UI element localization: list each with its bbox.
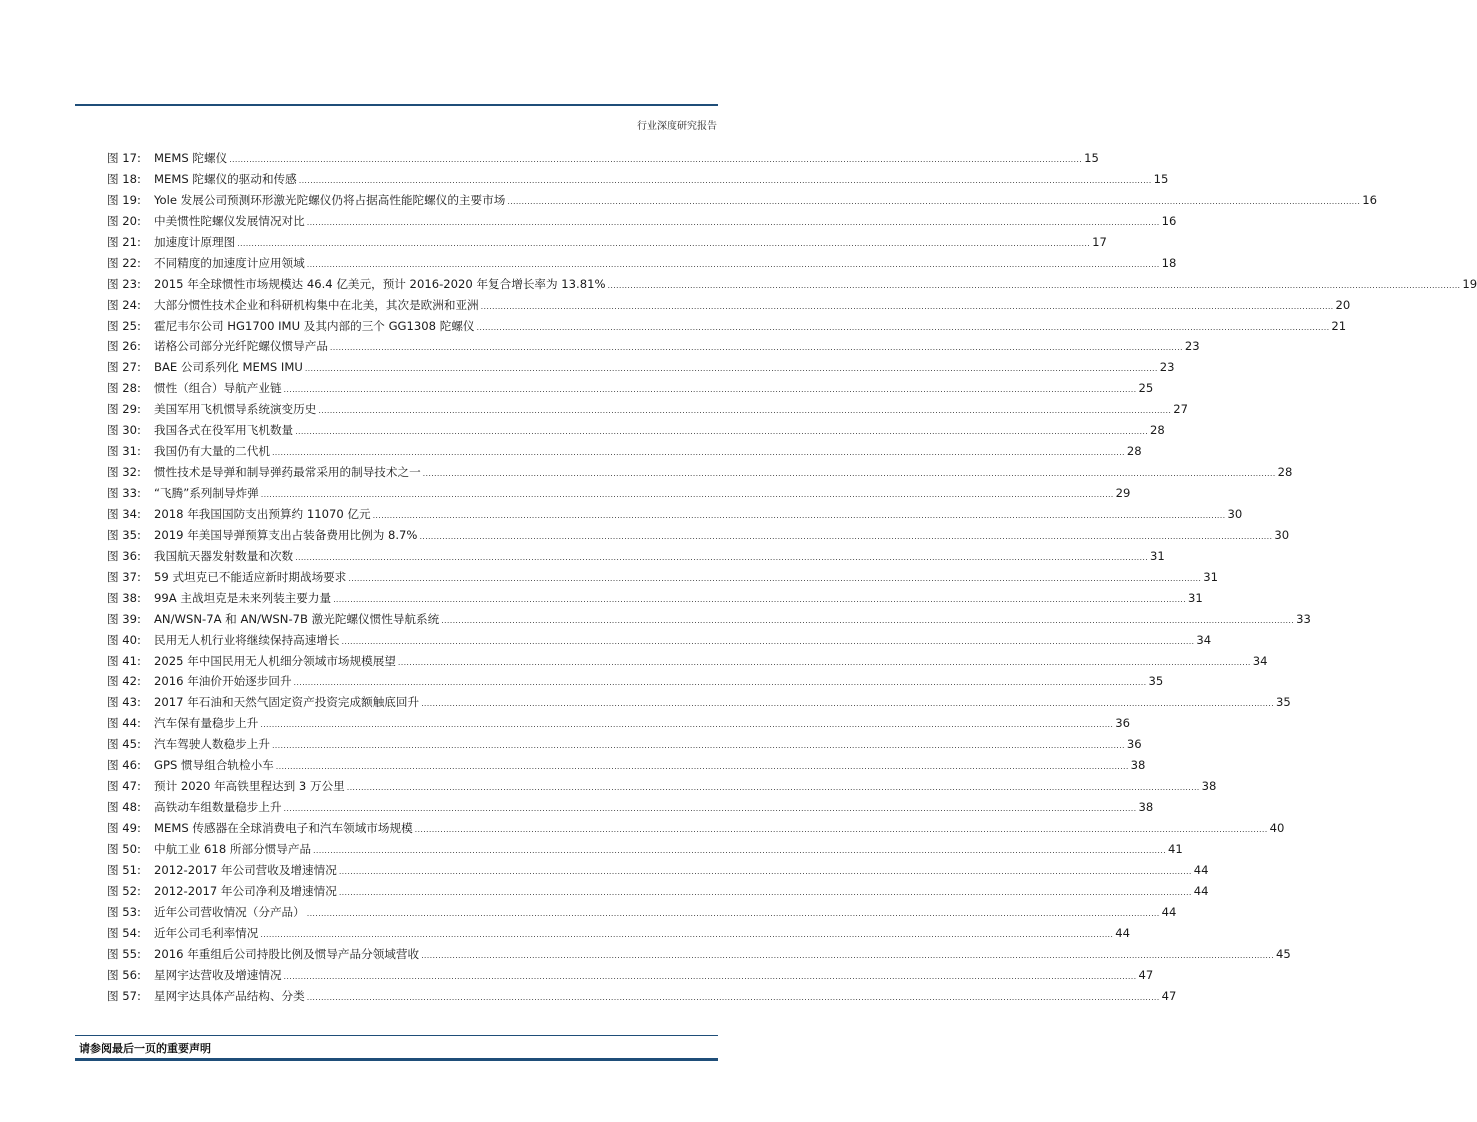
- toc-entry[interactable]: [107, 986, 1177, 1007]
- figure-number: 图 38:: [107, 590, 141, 605]
- page-number: 34: [1252, 653, 1268, 668]
- page-number: 44: [1115, 925, 1131, 940]
- dot-leader: [276, 757, 1129, 778]
- figure-number: 图 49:: [107, 821, 141, 835]
- toc-entry[interactable]: [107, 525, 1290, 546]
- figure-toc-list: [107, 148, 1477, 1006]
- dot-leader: [307, 255, 1160, 276]
- figure-number: 图 22:: [107, 255, 141, 270]
- page-number: 16: [1161, 213, 1177, 228]
- dot-leader: [339, 862, 1192, 883]
- toc-entry[interactable]: [107, 944, 1291, 965]
- figure-number: 图 29:: [107, 402, 141, 417]
- page-number: 19: [1462, 276, 1477, 291]
- toc-entry[interactable]: [107, 965, 1154, 986]
- figure-title: 中美惯性陀螺仪发展情况对比: [154, 213, 305, 228]
- figure-number: 图 55:: [107, 946, 141, 961]
- dot-leader: [373, 506, 1226, 527]
- figure-title: 我国各式在役军用飞机数量: [154, 423, 294, 438]
- toc-entry[interactable]: [107, 357, 1175, 378]
- figure-title: 惯性（组合）导航产业链: [154, 381, 282, 396]
- figure-number: 图 28:: [107, 381, 141, 396]
- toc-entry[interactable]: [107, 546, 1165, 567]
- figure-number: 图 26:: [107, 339, 141, 354]
- page-number: 17: [1092, 234, 1107, 249]
- figure-number: 图 32:: [107, 465, 141, 480]
- page-number: 35: [1275, 695, 1291, 710]
- toc-entry[interactable]: [107, 567, 1219, 588]
- page-number: 38: [1138, 800, 1154, 815]
- report-type-label: 行业深度研究报告: [637, 121, 717, 132]
- figure-title: 星网宇达营收及增速情况: [154, 967, 282, 982]
- toc-entry[interactable]: [107, 504, 1243, 525]
- toc-entry[interactable]: [107, 671, 1164, 692]
- toc-entry[interactable]: [107, 651, 1268, 672]
- figure-title: 惯性技术是导弹和制导弹药最常采用的制导技术之一: [154, 465, 421, 480]
- figure-title: 2016 年重组后公司持股比例及惯导产品分领域营收: [154, 946, 420, 961]
- toc-entry[interactable]: [107, 881, 1209, 902]
- toc-entry[interactable]: [107, 818, 1285, 839]
- page-number: 18: [1161, 255, 1177, 270]
- figure-number: 图 33:: [107, 486, 141, 500]
- dot-leader: [294, 673, 1147, 694]
- dot-leader: [441, 611, 1294, 632]
- dot-leader: [284, 967, 1137, 988]
- figure-title: BAE 公司系列化 MEMS IMU: [154, 360, 303, 375]
- page-number: 27: [1173, 402, 1188, 417]
- page-number: 41: [1167, 841, 1183, 856]
- dot-leader: [477, 318, 1330, 339]
- toc-entry[interactable]: [107, 253, 1177, 274]
- figure-title: 2019 年美国导弹预算支出占装备费用比例为 8.7%: [154, 527, 418, 542]
- toc-entry[interactable]: [107, 776, 1217, 797]
- toc-entry[interactable]: [107, 378, 1154, 399]
- page-number: 28: [1150, 423, 1165, 438]
- page-number: 21: [1331, 318, 1347, 333]
- dot-leader: [307, 213, 1160, 234]
- figure-number: 图 21:: [107, 234, 141, 249]
- figure-title: 2016 年油价开始逐步回升: [154, 674, 292, 689]
- dot-leader: [333, 590, 1186, 611]
- figure-title: 预计 2020 年高铁里程达到 3 万公里: [154, 779, 345, 794]
- figure-number: 图 43:: [107, 695, 141, 710]
- figure-number: 图 44:: [107, 716, 141, 731]
- figure-number: 图 37:: [107, 569, 141, 584]
- toc-entry[interactable]: [107, 399, 1188, 420]
- page-number: 20: [1335, 297, 1351, 312]
- dot-leader: [295, 548, 1148, 569]
- figure-title: 我国仍有大量的二代机: [154, 444, 270, 459]
- header-rule: [75, 104, 718, 106]
- toc-entry[interactable]: [107, 169, 1169, 190]
- figure-title: 99A 主战坦克是未来列装主要力量: [154, 590, 332, 605]
- dot-leader: [307, 988, 1160, 1009]
- dot-leader: [419, 527, 1272, 548]
- dot-leader: [307, 904, 1160, 925]
- figure-title: 大部分惯性技术企业和科研机构集中在北美，其次是欧洲和亚洲: [154, 297, 479, 312]
- figure-title: 2015 年全球惯性市场规模达 46.4 亿美元，预计 2016-2020 年复合增长率为 13.81%: [154, 276, 606, 291]
- figure-number: 图 52:: [107, 883, 141, 898]
- figure-title: 诺格公司部分光纤陀螺仪惯导产品: [154, 339, 328, 354]
- figure-number: 图 35:: [107, 527, 141, 542]
- toc-entry[interactable]: [107, 441, 1142, 462]
- figure-number: 图 45:: [107, 737, 141, 752]
- page-number: 44: [1193, 883, 1209, 898]
- figure-title: 2025 年中国民用无人机细分领域市场规模展望: [154, 653, 396, 668]
- dot-leader: [348, 569, 1201, 590]
- dot-leader: [423, 464, 1276, 485]
- figure-number: 图 41:: [107, 653, 141, 668]
- page-number: 30: [1227, 506, 1243, 521]
- page-number: 25: [1138, 381, 1154, 396]
- figure-number: 图 42:: [107, 674, 141, 689]
- page-number: 28: [1126, 444, 1142, 459]
- figure-title: 不同精度的加速度计应用领域: [154, 255, 305, 270]
- dot-leader: [272, 736, 1125, 757]
- page-number: 16: [1362, 192, 1377, 207]
- dot-leader: [299, 171, 1152, 192]
- page-number: 34: [1196, 632, 1212, 647]
- toc-entry[interactable]: [107, 734, 1142, 755]
- dot-leader: [284, 380, 1137, 401]
- page-number: 36: [1126, 737, 1142, 752]
- dot-leader: [260, 925, 1113, 946]
- page-number: 35: [1148, 674, 1164, 689]
- page-number: 31: [1150, 548, 1165, 563]
- figure-title: 近年公司营收情况（分产品）: [154, 904, 305, 919]
- disclaimer-note: 请参阅最后一页的重要声明: [79, 1042, 211, 1055]
- toc-entry[interactable]: [107, 588, 1203, 609]
- dot-leader: [313, 841, 1166, 862]
- dot-leader: [339, 883, 1192, 904]
- dot-leader: [261, 485, 1114, 506]
- dot-leader: [284, 799, 1137, 820]
- dot-leader: [507, 192, 1360, 213]
- figure-number: 图 40:: [107, 632, 141, 647]
- page-number: 44: [1161, 904, 1177, 919]
- figure-number: 图 47:: [107, 779, 141, 794]
- figure-number: 图 18:: [107, 171, 141, 186]
- dot-leader: [608, 276, 1461, 297]
- toc-entry[interactable]: [107, 274, 1477, 295]
- figure-title: 我国航天器发射数量和次数: [154, 548, 294, 563]
- page-number: 23: [1184, 339, 1200, 354]
- dot-leader: [342, 632, 1195, 653]
- toc-entry[interactable]: [107, 630, 1212, 651]
- page-number: 31: [1203, 569, 1219, 584]
- toc-entry[interactable]: [107, 148, 1099, 169]
- page-number: 47: [1161, 988, 1177, 1003]
- figure-title: MEMS 陀螺仪的驱动和传感: [154, 171, 297, 186]
- toc-entry[interactable]: [107, 336, 1200, 357]
- figure-number: 图 36:: [107, 548, 141, 563]
- page-number: 45: [1275, 946, 1291, 961]
- toc-entry[interactable]: [107, 755, 1146, 776]
- figure-number: 图 54:: [107, 925, 141, 940]
- dot-leader: [421, 694, 1274, 715]
- toc-entry[interactable]: [107, 190, 1377, 211]
- figure-number: 图 24:: [107, 297, 141, 312]
- figure-title: 加速度计原理图: [154, 234, 236, 249]
- dot-leader: [305, 359, 1158, 380]
- figure-title: 民用无人机行业将继续保持高速增长: [154, 632, 340, 647]
- toc-entry[interactable]: [107, 316, 1347, 337]
- figure-number: 图 27:: [107, 360, 141, 375]
- figure-number: 图 39:: [107, 611, 141, 626]
- toc-entry[interactable]: [107, 609, 1311, 630]
- page-number: 40: [1269, 821, 1285, 835]
- dot-leader: [398, 653, 1251, 674]
- dot-leader: [260, 715, 1113, 736]
- toc-entry[interactable]: [107, 713, 1131, 734]
- figure-number: 图 30:: [107, 423, 141, 438]
- figure-title: Yole 发展公司预测环形激光陀螺仪仍将占据高性能陀螺仪的主要市场: [154, 192, 506, 207]
- toc-entry[interactable]: [107, 420, 1165, 441]
- toc-entry[interactable]: [107, 232, 1107, 253]
- dot-leader: [481, 297, 1334, 318]
- toc-entry[interactable]: [107, 692, 1291, 713]
- dot-leader: [272, 443, 1125, 464]
- figure-number: 图 50:: [107, 841, 141, 856]
- page-number: 28: [1277, 465, 1293, 480]
- page-number: 38: [1130, 758, 1146, 773]
- toc-entry[interactable]: [107, 483, 1131, 504]
- footer-rule: [75, 1035, 718, 1036]
- figure-title: 近年公司毛利率情况: [154, 925, 259, 940]
- figure-number: 图 46:: [107, 758, 141, 773]
- figure-number: 图 53:: [107, 904, 141, 919]
- figure-title: GPS 惯导组合轨检小车: [154, 758, 274, 773]
- figure-number: 图 23:: [107, 276, 141, 291]
- figure-title: 2012-2017 年公司净利及增速情况: [154, 883, 337, 898]
- dot-leader: [330, 338, 1183, 359]
- figure-title: 汽车驾驶人数稳步上升: [154, 737, 270, 752]
- figure-title: MEMS 传感器在全球消费电子和汽车领域市场规模: [154, 821, 413, 835]
- figure-number: 图 20:: [107, 213, 141, 228]
- figure-number: 图 17:: [107, 151, 141, 165]
- figure-title: 59 式坦克已不能适应新时期战场要求: [154, 569, 347, 584]
- figure-number: 图 51:: [107, 862, 141, 877]
- figure-title: 霍尼韦尔公司 HG1700 IMU 及其内部的三个 GG1308 陀螺仪: [154, 318, 475, 333]
- figure-title: 高铁动车组数量稳步上升: [154, 800, 282, 815]
- dot-leader: [421, 946, 1274, 967]
- page-number: 33: [1296, 611, 1311, 626]
- footer-rule-thick: [75, 1058, 718, 1061]
- figure-number: 图 31:: [107, 444, 141, 459]
- page-number: 38: [1201, 779, 1217, 794]
- figure-title: 2017 年石油和天然气固定资产投资完成额触底回升: [154, 695, 420, 710]
- dot-leader: [229, 150, 1082, 171]
- toc-entry[interactable]: [107, 923, 1131, 944]
- figure-title: 汽车保有量稳步上升: [154, 716, 259, 731]
- figure-number: 图 19:: [107, 192, 141, 207]
- toc-entry[interactable]: [107, 211, 1177, 232]
- dot-leader: [318, 401, 1171, 422]
- dot-leader: [295, 422, 1148, 443]
- figure-number: 图 25:: [107, 318, 141, 333]
- page-number: 23: [1159, 360, 1175, 375]
- figure-number: 图 34:: [107, 506, 141, 521]
- page-number: 15: [1153, 171, 1169, 186]
- page-number: 47: [1138, 967, 1154, 982]
- figure-number: 图 48:: [107, 800, 141, 815]
- figure-title: 2018 年我国国防支出预算约 11070 亿元: [154, 506, 371, 521]
- dot-leader: [237, 234, 1090, 255]
- page-number: 30: [1274, 527, 1290, 542]
- page-number: 44: [1193, 862, 1209, 877]
- page-number: 31: [1187, 590, 1203, 605]
- figure-title: MEMS 陀螺仪: [154, 151, 228, 165]
- toc-entry[interactable]: [107, 797, 1154, 818]
- toc-entry[interactable]: [107, 839, 1183, 860]
- figure-title: 2012-2017 年公司营收及增速情况: [154, 862, 337, 877]
- toc-entry[interactable]: [107, 902, 1177, 923]
- figure-number: 图 57:: [107, 988, 141, 1003]
- toc-entry[interactable]: [107, 462, 1293, 483]
- figure-title: “飞腾”系列制导炸弹: [154, 486, 259, 500]
- toc-entry[interactable]: [107, 860, 1209, 881]
- figure-title: 星网宇达具体产品结构、分类: [154, 988, 305, 1003]
- toc-entry[interactable]: [107, 295, 1351, 316]
- page-number: 36: [1115, 716, 1131, 731]
- page-number: 15: [1084, 151, 1099, 165]
- dot-leader: [415, 820, 1268, 841]
- figure-title: 美国军用飞机惯导系统演变历史: [154, 402, 317, 417]
- figure-title: 中航工业 618 所部分惯导产品: [154, 841, 312, 856]
- dot-leader: [347, 778, 1200, 799]
- figure-number: 图 56:: [107, 967, 141, 982]
- page-number: 29: [1115, 486, 1131, 500]
- figure-title: AN/WSN-7A 和 AN/WSN-7B 激光陀螺仪惯性导航系统: [154, 611, 440, 626]
